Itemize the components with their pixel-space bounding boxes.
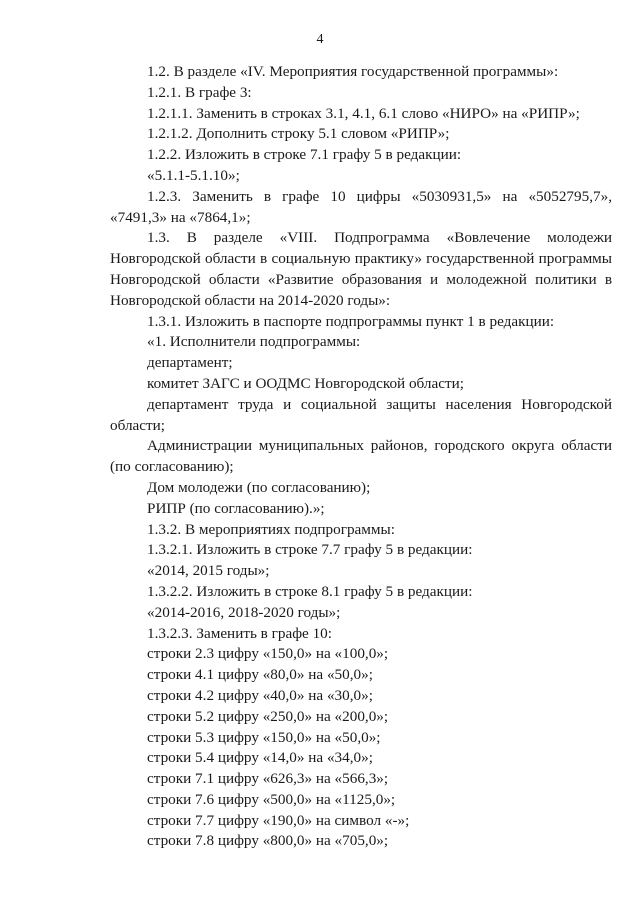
document-body <box>110 62 612 852</box>
paragraph: РИПР (по согласованию).»; <box>147 499 325 517</box>
paragraph: строки 5.2 цифру «250,0» на «200,0»; <box>147 707 389 725</box>
paragraph: 1.2. В разделе «IV. Мероприятия государственной программы»: <box>147 63 559 80</box>
paragraph: 1.2.1.1. Заменить в строках 3.1, 4.1, 6.1 слово «НИРО» на «РИПР»; <box>147 104 580 122</box>
paragraph: 1.3.2.2. Изложить в строке 8.1 графу 5 в редакции: <box>147 582 473 600</box>
paragraph: 1.2.1.2. Дополнить строку 5.1 словом «РИПР»; <box>147 125 450 143</box>
paragraph: 1.3.1. Изложить в паспорте подпрограммы пункт 1 в редакции: <box>147 312 555 330</box>
paragraph: строки 5.4 цифру «14,0» на «34,0»; <box>147 749 373 767</box>
paragraph: строки 4.1 цифру «80,0» на «50,0»; <box>147 666 373 684</box>
paragraph: строки 7.8 цифру «800,0» на «705,0»; <box>147 832 389 850</box>
paragraph: строки 7.1 цифру «626,3» на «566,3»; <box>147 770 389 788</box>
paragraph: «2014-2016, 2018-2020 годы»; <box>147 603 341 621</box>
paragraph: 1.2.3. Заменить в графе 10 цифры «5030931,5» на «5052795,7», «7491,3» на «7864,1»; <box>110 187 612 226</box>
page-number: 4 <box>316 32 324 47</box>
paragraph: департамент; <box>147 354 233 372</box>
paragraph: строки 7.6 цифру «500,0» на «1125,0»; <box>147 790 396 808</box>
paragraph: 1.3. В разделе «VIII. Подпрограмма «Вовлечение молодежи Новгородской области в социальную практику» государственной программы Новгородской области «Развитие образования и молодежной политики в Новгородской области на 2014-2020 годы»: <box>110 229 612 309</box>
paragraph: комитет ЗАГС и ООДМС Новгородской области; <box>147 374 464 392</box>
paragraph: «1. Исполнители подпрограммы: <box>147 333 361 351</box>
paragraph: строки 4.2 цифру «40,0» на «30,0»; <box>147 686 373 704</box>
paragraph: «2014, 2015 годы»; <box>147 562 270 580</box>
paragraph: строки 7.7 цифру «190,0» на символ «-»; <box>147 811 410 829</box>
paragraph: департамент труда и социальной защиты населения Новгородской области; <box>110 395 612 434</box>
paragraph: Дом молодежи (по согласованию); <box>147 478 371 496</box>
paragraph: 1.3.2. В мероприятиях подпрограммы: <box>147 520 395 538</box>
paragraph: 1.3.2.3. Заменить в графе 10: <box>147 624 332 642</box>
paragraph: «5.1.1-5.1.10»; <box>147 166 240 184</box>
paragraph: строки 2.3 цифру «150,0» на «100,0»; <box>147 645 389 663</box>
paragraph: 1.2.1. В графе 3: <box>147 83 252 101</box>
paragraph: 1.3.2.1. Изложить в строке 7.7 графу 5 в редакции: <box>147 541 473 559</box>
paragraph: 1.2.2. Изложить в строке 7.1 графу 5 в редакции: <box>147 146 462 164</box>
paragraph: строки 5.3 цифру «150,0» на «50,0»; <box>147 728 381 746</box>
paragraph: Администрации муниципальных районов, городского округа области (по согласованию); <box>110 437 612 476</box>
